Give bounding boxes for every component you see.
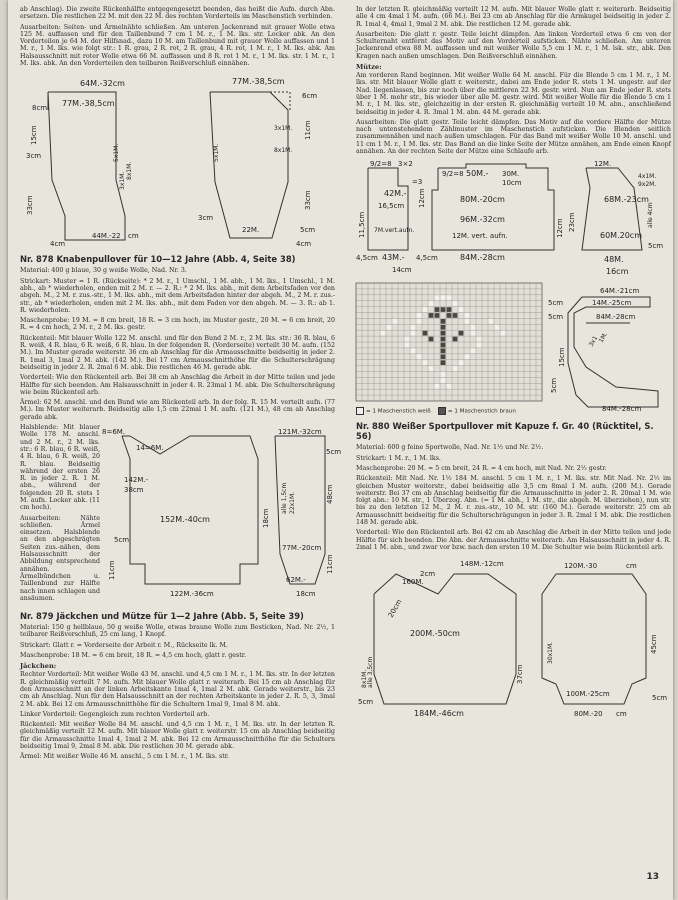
d3-label: 16cm xyxy=(606,267,629,277)
chart-stitch xyxy=(435,313,440,318)
embroidery-chart-block xyxy=(356,283,546,415)
d4-label: 5cm xyxy=(550,378,558,394)
d1-label: 5x1M. xyxy=(113,144,120,163)
d3-label: 23cm xyxy=(568,212,576,233)
d1-label: 3cm xyxy=(198,214,214,223)
d5-label: 184M.-46cm xyxy=(414,709,464,719)
d5-label: 160M. xyxy=(402,578,424,587)
chart-stitch xyxy=(453,313,458,318)
d3-label: 12cm xyxy=(418,188,426,209)
chart-stitch xyxy=(411,325,416,330)
chart-legend xyxy=(356,407,546,415)
chart-stitch xyxy=(501,331,506,336)
d2-label: 152M.-40cm xyxy=(160,515,210,525)
d1-label: 15cm xyxy=(30,125,38,146)
d3-label: 84M.-28cm xyxy=(460,253,505,263)
n880-material: Material: 600 g feine Sportwolle, Nad. Nr. 1½ und Nr. 2½. xyxy=(356,444,544,452)
chart-stitch xyxy=(441,349,446,354)
chart-stitch xyxy=(405,337,410,342)
d2-label: 5cm xyxy=(114,536,130,545)
d3-label: 9/2=8 xyxy=(370,160,392,169)
d2-label: 142M.- xyxy=(124,476,149,485)
n878-halsblende: Halsblende: Mit blauer Wolle 178 M. anschl. und 2 M. r., 2 M. lks. str.: 6 R. blau, 6 R. weiß, 4 R. blau, 6 R. weiß, 20 R. blau. Beidseitig während der ersten 26 R. in jeder 2. R. 1 M. abn., während der folgenden 20 R. stets 1 M. aufn. Locker abk. (11 cm hoch). xyxy=(20,424,100,512)
chart-stitch xyxy=(453,302,458,307)
d3-label: 50M.- xyxy=(466,169,489,179)
chart-stitch xyxy=(447,296,452,301)
d1-label: 22M. xyxy=(242,226,260,235)
d2-label: 122M.-36cm xyxy=(170,590,214,599)
d3-label: 4x1M. xyxy=(638,173,657,181)
n879-linker: Linker Vorderteil: Gegengleich zum rechten Vorderteil arb. xyxy=(20,710,210,718)
pattern-879-heading: Nr. 879 Jäckchen und Mütze für 1—2 Jahre (Abb. 5, Seite 39) xyxy=(20,611,304,622)
d3-label: alle 4cm xyxy=(647,202,654,229)
chart-stitch xyxy=(441,337,446,342)
chart-stitch xyxy=(471,331,476,336)
d5-label: 120M.-30 xyxy=(564,562,598,571)
chart-stitch xyxy=(411,349,416,354)
chart-stitch xyxy=(411,331,416,336)
d2-label: 18cm xyxy=(262,508,270,529)
n880-vorder: Vorderteil: Wie den Rückenteil arb. Bei 42 cm ab Anschlag die Arbeit in der Mitte teilen und jede Hälfte für sich beenden. Die Abn. der Armausschnitte weiterarb. Am Halsausschnitt in jeder 4. R. 2mal 1 M. abn., und zwar vor bzw. nach den ersten 10 M. Die Schulter wie beim Rückenteil arb. xyxy=(356,529,671,551)
d3-label: 4,5cm xyxy=(356,254,378,263)
chart-stitch xyxy=(381,331,386,336)
magazine-page xyxy=(8,0,673,900)
d1-label: 77M.-38,5cm xyxy=(232,77,285,87)
d1-label: cm xyxy=(128,232,139,241)
chart-stitch xyxy=(441,331,446,336)
chart-stitch xyxy=(387,325,392,330)
n878-ausarbeiten: Ausarbeiten: Nähte schließen. Ärmel einsetzen. Halsblende an den abgeschrägten Seiten zus.-nähen, dem Halsausschnitt der Abbildung entsprechend annähen. Ärmelbündchen u. Taillenbund zur Hälfte nach innen schlagen und ansäumen. xyxy=(20,514,100,602)
n880-strickart: Strickart: 1 M. r., 1 M. lks. xyxy=(356,454,441,462)
jacket-pattern-diagram xyxy=(20,70,335,248)
pattern-878-heading: Nr. 878 Knabenpullover für 10—12 Jahre (Abb. 4, Seite 38) xyxy=(20,254,296,265)
chart-stitch xyxy=(477,343,482,348)
sportpullover-pattern-diagram xyxy=(356,554,671,722)
d4-label: 15cm xyxy=(558,347,566,368)
chart-stitch xyxy=(417,313,422,318)
chart-stitch xyxy=(429,313,434,318)
right-p2: Ausarbeiten: Die glatt r. gestr. Teile leicht dämpfen. Am linken Vorderteil etwa 6 cm von der Schulternaht entfernt das Motiv auf den Vorderteil aufsticken. Nähte schließen. Am unteren Jackenrand etwa 88 M. auffassen und mit weißer Wolle 5,5 cm 1 M. r., 1 M. lsk. str., abk. Den Kragen nach außen umschlagen. Den Reißverschluß einnähen. xyxy=(356,30,671,60)
right-column xyxy=(356,6,671,722)
n878-vorder: Vorderteil: Wie den Rückenteil arb. Bei 38 cm ab Anschlag die Arbeit in der Mitte teilen und jede Hälfte für sich beenden. Am Halsausschnitt in jeder 4. R. 23mal 1 M. abk. Die Schulterschrägung wie beim Rückenteil arb. xyxy=(20,374,335,396)
d1-label: 8cm xyxy=(32,104,48,113)
n879-strickart: Strickart: Glatt r. = Vorderseite der Arbeit r. M., Rückseite lk. M. xyxy=(20,641,228,649)
right-p1: In der letzten R. gleichmäßig verteilt 12 M. aufn. Mit blauer Wolle glatt r. weiterarb. Beidseitig alle 4 cm 4mal 1 M. aufn. (66 M.). Bei 23 cm ab Anschlag für die Armkugel beidseitig in jeder 2. R. 1mal 4, 4mal 1, 9mal 2 M. abk. Die restlichen 12 M. gerade abk. xyxy=(356,6,671,28)
d1-label: 4cm xyxy=(50,240,66,249)
chart-stitch xyxy=(453,367,458,372)
chart-stitch xyxy=(393,319,398,324)
d4-label: 84M.-28cm xyxy=(596,313,636,322)
d2-label: alle 1,5cm xyxy=(281,482,288,515)
d1-label: 5x1M. xyxy=(213,144,220,163)
d3-label: =3 xyxy=(412,178,423,187)
chart-stitch xyxy=(465,319,470,324)
d2-label: 77M.-20cm xyxy=(282,544,322,553)
d3-label: 80M.-20cm xyxy=(460,195,505,205)
chart-stitch xyxy=(459,331,464,336)
chart-stitch xyxy=(459,308,464,313)
chart-stitch xyxy=(441,355,446,360)
d2-label: 121M.-32cm xyxy=(278,428,322,437)
d4-label: 3x1 xyxy=(587,335,600,349)
d3-label: 9/2=8 xyxy=(442,170,464,179)
d3-label: 3×2 xyxy=(398,160,413,169)
d3-label: 48M. xyxy=(604,255,624,265)
chart-stitch xyxy=(441,361,446,366)
d3-label: 12cm xyxy=(556,218,564,239)
d2-label: 8=6M. xyxy=(102,428,126,437)
d3-label: 96M.-32cm xyxy=(460,215,505,225)
chart-and-hat-row xyxy=(356,283,671,415)
chart-stitch xyxy=(441,296,446,301)
halsblende-text xyxy=(20,424,100,605)
chart-stitch xyxy=(435,384,440,389)
chart-stitch xyxy=(423,308,428,313)
n878-ruecken: Rückenteil: Mit blauer Wolle 122 M. anschl. und für den Bund 2 M. r., 2 M. lks. str.: 36 R. blau, 6 R. weiß, 4 R. blau, 6 R. weiß, 6 R. blau. In der folgenden R. (Vorderseite) verteilt 30 M. aufn. (152 M.). Im Muster gerade weiterstr. 36 cm ab Anschlag für die Armausschnitte beidseitig in jeder 2. R. 1mal 3, 1mal 2 M. abk. (142 M.). Bei 17 cm Armausschnitthöhe für die Schulterschrägung beidseitig in jeder 2. R. 2mal 6 M. abk. Die restlichen 46 M. gerade abk. xyxy=(20,334,335,371)
chart-stitch xyxy=(405,343,410,348)
chart-stitch xyxy=(417,355,422,360)
embroidery-count-chart xyxy=(356,283,542,401)
d3-label: 5cm xyxy=(648,242,664,251)
chart-stitch xyxy=(489,319,494,324)
d2-label: 38cm xyxy=(124,486,144,495)
chart-stitch xyxy=(465,355,470,360)
n878-strickart: Strickart: Muster = 1 R. (Rückseite): * 2 M. r., 1 Umschl., 1 M. abh., 1 M. lks., 1 Umschl., 1 M. abh., ab * wiederholen, enden mit 2 M. r. — 2. R.: * 2 M. lks. abh., mit dem Arbeitsfaden vor den abgeh. M., 2 M. r. zus.-str., 1 M. lks. abh., mit dem Arbeitsfaden hinter der abgeh. M., 2 M. r. zus.-str., ab * wiederholen, enden mit 2 M. lks. abh., mit dem Faden vor den abgeh. M. — 3. R.: ab 1. R. wiederholen. xyxy=(20,277,335,314)
d3-label: 12M. vert. aufn. xyxy=(452,232,508,241)
d5-label: 200M.-50cm xyxy=(410,629,460,639)
d1-label: 44M.-22 xyxy=(92,232,121,241)
d1-label: 11cm xyxy=(304,120,312,141)
d5-label: 5cm xyxy=(652,694,668,703)
right-p3: Am vorderen Rand beginnen. Mit weißer Wolle 64 M. anschl. Für die Blende 5 cm 1 M. r., 1 M. lks. str. Mit blauer Wolle glatt r. weiterstr., dabei am Ende jeder R. stets 1 M. ungestr. auf der Nad. liegenlassen, bis zur noch über die mittleren 22 M. gestr. wird. Nun am Ende jeder R. stets über 1 M. mehr str., bis wieder über alle M. gestr. wird. Mit weißer Wolle für die Blende 5 cm 1 M. r., 1 M. lks. str., gleichzeitig in der ersten R. gleichmäßig verteilt 10 M. abn., anschließend beidseitig in jeder 4. R. 3mal 1 M. abn. 44 M. gerade abk. xyxy=(356,72,671,116)
d2-label: 18cm xyxy=(296,590,316,599)
d5-label: 45cm xyxy=(650,634,658,655)
jaeckchen-pattern-diagram xyxy=(356,158,671,283)
n879-ruecken: Rückenteil: Mit weißer Wolle 84 M. anschl. und 4,5 cm 1 M. r., 1 M. lks. str. In der letzten R. gleichmäßig verteilt 12 M. aufn. Mit blauer Wolle glatt r. weiterstr. 15 cm ab Anschlag beidseitig für die Armausschnitte 1mal 4, 1mal 2 M. abk. Bei 12 cm Armausschnitthöhe für die Schultern beidseitig 1mal 9, 2mal 8 M. abk. Die restlichen 30 M. gerade abk. xyxy=(20,721,335,750)
chart-stitch xyxy=(459,361,464,366)
d3-label: 4,5cm xyxy=(416,254,438,263)
muetze-heading: Mütze: xyxy=(356,63,382,72)
d1-label: 3x1M. xyxy=(274,125,293,133)
d5-label: 148M.-12cm xyxy=(460,560,504,569)
d3-label: 10cm xyxy=(502,179,522,188)
d1-label: 8x1M. xyxy=(126,162,133,181)
d3-label: 14cm xyxy=(392,266,412,275)
chart-stitch xyxy=(423,361,428,366)
d3-label: 30M. xyxy=(502,170,520,179)
d2-label: 14=6M. xyxy=(136,444,164,453)
n878-material: Material: 400 g blaue, 30 g weiße Wolle, Nad. Nr. 3. xyxy=(20,267,187,275)
d1-label: 3x1M. xyxy=(119,172,126,191)
d2-label: 5cm xyxy=(326,448,342,457)
d1-label: 4cm xyxy=(296,240,312,249)
ausarbeiten-paragraph: Ausarbeiten: Seiten- und Ärmelnähte schließen. Am unteren Jackenrand mit grauer Wolle etwa 125 M. auffassen und für den Taillenbund 7 cm 1 M. r., 1 M. lks. str. Locker abk. An den Vorderteilen je 64 M. der Hilfsnad., dazu 10 M. am Taillenbund mit grauer Wolle auffassen und 1 M. r., 1 M. lks. wie folgt str.: 1 R. grau, 2 R. rot, 2 R. grau, 4 R. rot, 1 M. r., 1 M. lks. abk. Am Halsausschnitt mit roter Wolle etwa 66 M. auffassen und 8 R. rot 1 M. r., 1 M. lks. str. 1 M. r., 1 M. lks. abk. An den Vorderteilen den teilbaren Reißverschluß einnähen. xyxy=(20,23,335,68)
d3-label: 12M. xyxy=(594,160,612,169)
legend-brown-label: = 1 Maschenstich braun xyxy=(447,408,516,415)
chart-stitch xyxy=(435,308,440,313)
d5-label: 5cm xyxy=(358,698,374,707)
d5-label: 2cm xyxy=(420,570,436,579)
d2-label: 62M.- xyxy=(286,576,306,585)
n879-maschenprobe: Maschenprobe: 18 M. = 6 cm breit, 18 R. = 4,5 cm hoch, glatt r. gestr. xyxy=(20,652,247,660)
d5-label: 8x1M. xyxy=(361,669,368,689)
chart-stitch xyxy=(441,372,446,377)
legend-brown-swatch xyxy=(438,407,446,415)
d5-label: 37cm xyxy=(516,664,524,685)
d4-label: 1M. xyxy=(597,331,610,345)
chart-stitch xyxy=(447,384,452,389)
chart-stitch xyxy=(471,349,476,354)
d4-label: 5cm xyxy=(548,313,564,322)
chart-stitch xyxy=(417,319,422,324)
d5-label: cm xyxy=(626,562,637,571)
pullover-pattern-diagram xyxy=(100,424,342,604)
n879-aermel: Ärmel: Mit weißer Wolle 46 M. anschl., 5 cm 1 M. r., 1 M. lks. str. xyxy=(20,753,230,761)
legend-white-swatch xyxy=(356,407,364,415)
chart-stitch xyxy=(465,313,470,318)
chart-stitch xyxy=(447,313,452,318)
chart-stitch xyxy=(495,325,500,330)
chart-stitch xyxy=(423,331,428,336)
d4-label: 84M.-28cm xyxy=(602,405,642,414)
d1-label: 33cm xyxy=(304,190,312,211)
d3-label: 7M.vert.aufn. xyxy=(374,227,415,235)
d3-label: 42M.- xyxy=(384,189,407,199)
d2-label: 11cm xyxy=(326,554,334,575)
halsblende-with-diagram xyxy=(20,424,342,605)
d2-label: 48cm xyxy=(326,484,334,505)
right-p4: Ausarbeiten: Die glatt gestr. Teile leicht dämpfen. Das Motiv auf die vordere Hälfte der Mütze nach untenstehendem Zählmuster im Maschenstich aufsticken. Die Blenden seitlich zusammennähen und nach außen umschlagen. Für das Band mit weißer Wolle 10 M. anschl. und 11 cm 1 M. r., 1 M. lks. str. Das Band an die linke Seite der Mütze annähen, am Ende einen Knopf annähen. An der rechten Seite der Mütze eine Schlaufe arb. xyxy=(356,118,671,156)
d4-label: 5cm xyxy=(548,299,564,308)
chart-stitch xyxy=(471,325,476,330)
d3-label: 60M.20cm xyxy=(600,231,642,241)
chart-stitch xyxy=(441,319,446,324)
d5-label: 20cm xyxy=(386,598,404,620)
chart-stitch xyxy=(429,337,434,342)
d3-label: 9x2M. xyxy=(638,181,657,189)
d4-label: 64M.-21cm xyxy=(600,287,640,296)
chart-stitch xyxy=(429,302,434,307)
d4-label: 14M.-25cm xyxy=(592,299,632,308)
chart-stitch xyxy=(441,343,446,348)
d5-label: 100M.-25cm xyxy=(566,690,610,699)
legend-white-label: = 1 Maschenstich weiß xyxy=(366,408,431,415)
d1-label: 3cm xyxy=(26,152,42,161)
intro-paragraph: ab Anschlag). Die zweite Rückenhälfte entgegengesetzt beenden, das heißt die Aufn. durch Abn. ersetzen. Die restlichen 22 M. mit den 22 M. des rechten Vorderteils im Maschenstich verbinden. xyxy=(20,6,335,21)
chart-stitch xyxy=(441,378,446,383)
d1-label: 33cm xyxy=(26,195,34,216)
n879-jaeckchen-heading: Jäckchen: xyxy=(20,662,57,671)
d1-label: 5cm xyxy=(300,226,316,235)
d3-label: 11,5cm xyxy=(358,212,366,239)
chart-stitch xyxy=(429,367,434,372)
d5-label: alle 3,5cm xyxy=(367,656,374,689)
n878-aermel: Ärmel: 62 M. anschl. und den Bund wie am Rückenteil arb. In der folg. R. 15 M. verteilt aufn. (77 M.). Im Muster weiterarb. Beidseitig alle 1,5 cm 22mal 1 M. aufn. (121 M.), 48 cm ab Anschlag gerade abk. xyxy=(20,399,335,421)
n880-maschenprobe: Maschenprobe: 20 M. = 5 cm breit, 24 R. = 4 cm hoch, mit Nad. Nr. 2½ gestr. xyxy=(356,464,607,472)
d1-label: 64M.-32cm xyxy=(80,79,125,89)
d1-label: 6cm xyxy=(302,92,318,101)
left-column xyxy=(20,6,342,764)
d3-label: 16,5cm xyxy=(378,202,405,211)
hat-pattern-diagram xyxy=(546,283,671,413)
chart-stitch xyxy=(477,337,482,342)
d1-label: 77M.-38,5cm xyxy=(62,99,115,109)
pattern-880-heading: Nr. 880 Weißer Sportpullover mit Kapuze f. Gr. 40 (Rücktitel, S. 56) xyxy=(356,421,654,442)
chart-stitch xyxy=(453,337,458,342)
d3-label: 43M.- xyxy=(382,253,405,263)
chart-stitch xyxy=(441,308,446,313)
d5-label: 30x1M. xyxy=(547,642,554,665)
d3-label: 68M.-23cm xyxy=(604,195,649,205)
d2-label: 22x1M. xyxy=(289,491,296,515)
d5-label: cm xyxy=(616,710,627,719)
d5-label: 80M.-20 xyxy=(574,710,603,719)
chart-stitch xyxy=(435,296,440,301)
n878-maschenprobe: Maschenprobe: 19 M. = 8 cm breit, 18 R. = 3 cm hoch, im Muster gestr., 20 M. = 6 cm breit, 20 R. = 4 cm hoch, 2 M. r., 2 M. lks. gestr. xyxy=(20,317,335,332)
d2-label: 11cm xyxy=(108,560,116,581)
n880-ruecken: Rückenteil: Mit Nad. Nr. 1½ 184 M. anschl. 5 cm 1 M. r., 1 M. lks. str. Mit Nad. Nr. 2½ im gleichen Muster weiterstr., dabei beidseitig alle 3,5 cm 8mal 1 M. aufn. (200 M.). Gerade weiterstr. Bei 37 cm ab Anschlag beidseitig für die Armausschnitte in jeder 2. R. 20mal 1 M. wie folgt abn.: 10 M. str., 1 Überzog. Abn. (= 1 M. abh., 1 M. str., die abgeh. M. überziehen), nun str. bis zu den letzten 12 M., 2 M. r. zus.-str., 10 M. str. (160 M.). Gerade weiterstr. 25 cm ab Armausschnitt beidseitig für die Schulterschrägungen in jeder 3. R. 2mal 1 M. abk. Die restlichen 148 M. gerade abk. xyxy=(356,475,671,527)
chart-stitch xyxy=(447,308,452,313)
chart-stitch xyxy=(441,325,446,330)
n879-material: Material: 150 g hellblaue, 50 g weiße Wolle, etwas braune Wolle zum Besticken, Nad. Nr. 2½, 1 teilbarer Reißverschluß, 25 cm lang, 1 Knopf. xyxy=(20,624,335,639)
n879-rechter: Rechter Vorderteil: Mit weißer Wolle 43 M. anschl. und 4,5 cm 1 M. r., 1 M. lks. str. In der letzten R. gleichmäßig verteilt 7 M. aufn. Mit blauer Wolle glatt r. weiterarb. Bei 15 cm ab Anschlag für den Armausschnitt an der linken Arbeitskante 1mal 4, 1mal 2 M. abk. Gerade weiterstr., bis 23 cm ab Anschlag. Nun für den Halsausschnitt an der rechten Arbeitskante in jeder 2. R. 5, 3, 3mal 2 M. abk. Bei 12 cm Armausschnitthöhe für die Schultern 1mal 9, 1mal 8 M. abk. xyxy=(20,671,335,708)
d1-label: 8x1M. xyxy=(274,147,293,155)
page-number: 13 xyxy=(646,872,659,882)
